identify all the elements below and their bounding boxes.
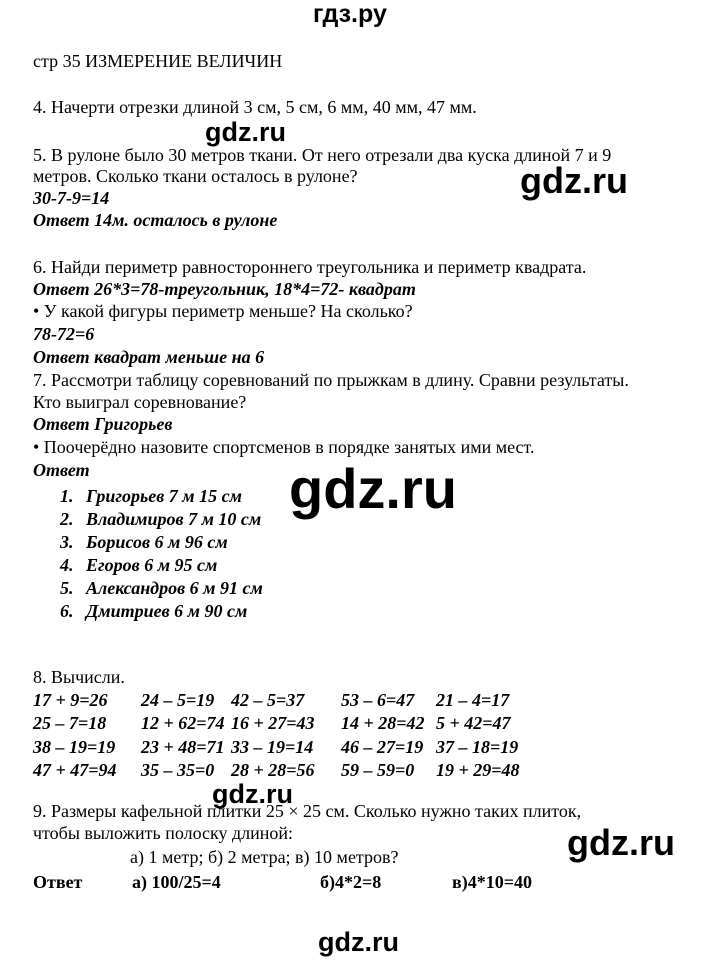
watermark-logo: gdz.ru: [567, 822, 675, 863]
place-number: 6.: [60, 600, 74, 621]
task7-answer-label: Ответ: [33, 460, 90, 480]
place-number: 1.: [60, 485, 74, 506]
task6-answer: Ответ 26*3=78-треугольник, 18*4=72- квадрат: [33, 279, 416, 299]
task9-answer-a: а) 100/25=4: [132, 872, 221, 892]
task8-title: 8. Вычисли.: [33, 667, 125, 687]
calc-cell: 24 – 5=19: [141, 689, 215, 710]
calc-cell: 46 – 27=19: [341, 736, 424, 757]
calc-cell: 37 – 18=19: [436, 736, 519, 757]
task6-question: • У какой фигуры периметр меньше? На сколько?: [33, 301, 413, 321]
task5-answer: Ответ 14м. осталось в рулоне: [33, 210, 278, 230]
watermark-logo: gdz.ru: [289, 457, 457, 520]
task4-text: 4. Начерти отрезки длиной 3 см, 5 см, 6 мм, 40 мм, 47 мм.: [33, 97, 477, 117]
task7-line1: 7. Рассмотри таблицу соревнований по прыжкам в длину. Сравни результаты.: [33, 370, 629, 390]
task7-question: • Поочерёдно назовите спортсменов в порядке занятых ими мест.: [33, 437, 535, 457]
task9-line1: 9. Размеры кафельной плитки 25 × 25 см. Сколько нужно таких плиток,: [33, 801, 582, 821]
calc-cell: 14 + 28=42: [341, 713, 425, 734]
calc-cell: 38 – 19=19: [33, 736, 116, 757]
place-number: 2.: [60, 508, 74, 529]
place-text: Александров 6 м 91 см: [86, 577, 263, 598]
task9-answer-label: Ответ: [33, 872, 83, 892]
task5-calc: 30-7-9=14: [33, 188, 110, 208]
list-item: [60, 553, 263, 576]
calc-row: [33, 688, 546, 712]
list-item: [60, 530, 263, 553]
watermark-logo: gdz.ru: [318, 927, 399, 957]
task6-calc: 78-72=6: [33, 324, 95, 344]
task5-line2: метров. Сколько ткани осталось в рулоне?: [33, 166, 358, 186]
places-list: [60, 484, 263, 622]
calc-row: [33, 712, 546, 736]
watermark-logo: gdz.ru: [520, 160, 628, 201]
calc-cell: 28 + 28=56: [231, 760, 315, 781]
place-text: Дмитриев 6 м 90 см: [86, 600, 248, 621]
task9-answer-b: б)4*2=8: [320, 872, 382, 892]
calc-cell: 16 + 27=43: [231, 713, 315, 734]
list-item: [60, 599, 263, 622]
calc-cell: 17 + 9=26: [33, 689, 108, 710]
calc-cell: 59 – 59=0: [341, 760, 415, 781]
calc-cell: 53 – 6=47: [341, 689, 415, 710]
place-text: Григорьев 7 м 15 см: [86, 485, 242, 506]
task9-answer-c: в)4*10=40: [452, 872, 532, 892]
calc-cell: 47 + 47=94: [33, 760, 117, 781]
list-item: [60, 484, 263, 507]
calc-cell: 25 – 7=18: [33, 713, 107, 734]
task5-line1: 5. В рулоне было 30 метров ткани. От него отрезали два куска длиной 7 и 9: [33, 145, 612, 165]
calc-cell: 33 – 19=14: [231, 736, 314, 757]
watermark-logo: gdz.ru: [212, 779, 293, 809]
list-item: [60, 576, 263, 599]
task6-answer2: Ответ квадрат меньше на 6: [33, 347, 265, 367]
place-number: 4.: [60, 554, 74, 575]
place-text: Егоров 6 м 95 см: [86, 554, 218, 575]
calc-grid: [33, 688, 546, 782]
task9-line3: а) 1 метр; б) 2 метра; в) 10 метров?: [130, 847, 399, 867]
task9-line2: чтобы выложить полоску длиной:: [33, 823, 294, 843]
list-item: [60, 507, 263, 530]
calc-cell: 21 – 4=17: [436, 689, 510, 710]
place-number: 3.: [60, 531, 74, 552]
calc-cell: 19 + 29=48: [436, 760, 520, 781]
site-header: гдз.ру: [313, 0, 387, 28]
calc-cell: 23 + 48=71: [141, 736, 225, 757]
task7-line2: Кто выиграл соревнование?: [33, 392, 247, 412]
place-text: Борисов 6 м 96 см: [86, 531, 228, 552]
calc-cell: 5 + 42=47: [436, 713, 511, 734]
section-title: стр 35 ИЗМЕРЕНИЕ ВЕЛИЧИН: [33, 51, 283, 71]
watermark-logo: gdz.ru: [205, 117, 286, 147]
task6-text: 6. Найди периметр равностороннего треугольника и периметр квадрата.: [33, 257, 587, 277]
calc-cell: 12 + 62=74: [141, 713, 225, 734]
calc-cell: 35 – 35=0: [141, 760, 215, 781]
calc-row: [33, 735, 546, 759]
place-text: Владимиров 7 м 10 см: [86, 508, 262, 529]
task7-answer: Ответ Григорьев: [33, 414, 173, 434]
calc-cell: 42 – 5=37: [231, 689, 305, 710]
place-number: 5.: [60, 577, 74, 598]
